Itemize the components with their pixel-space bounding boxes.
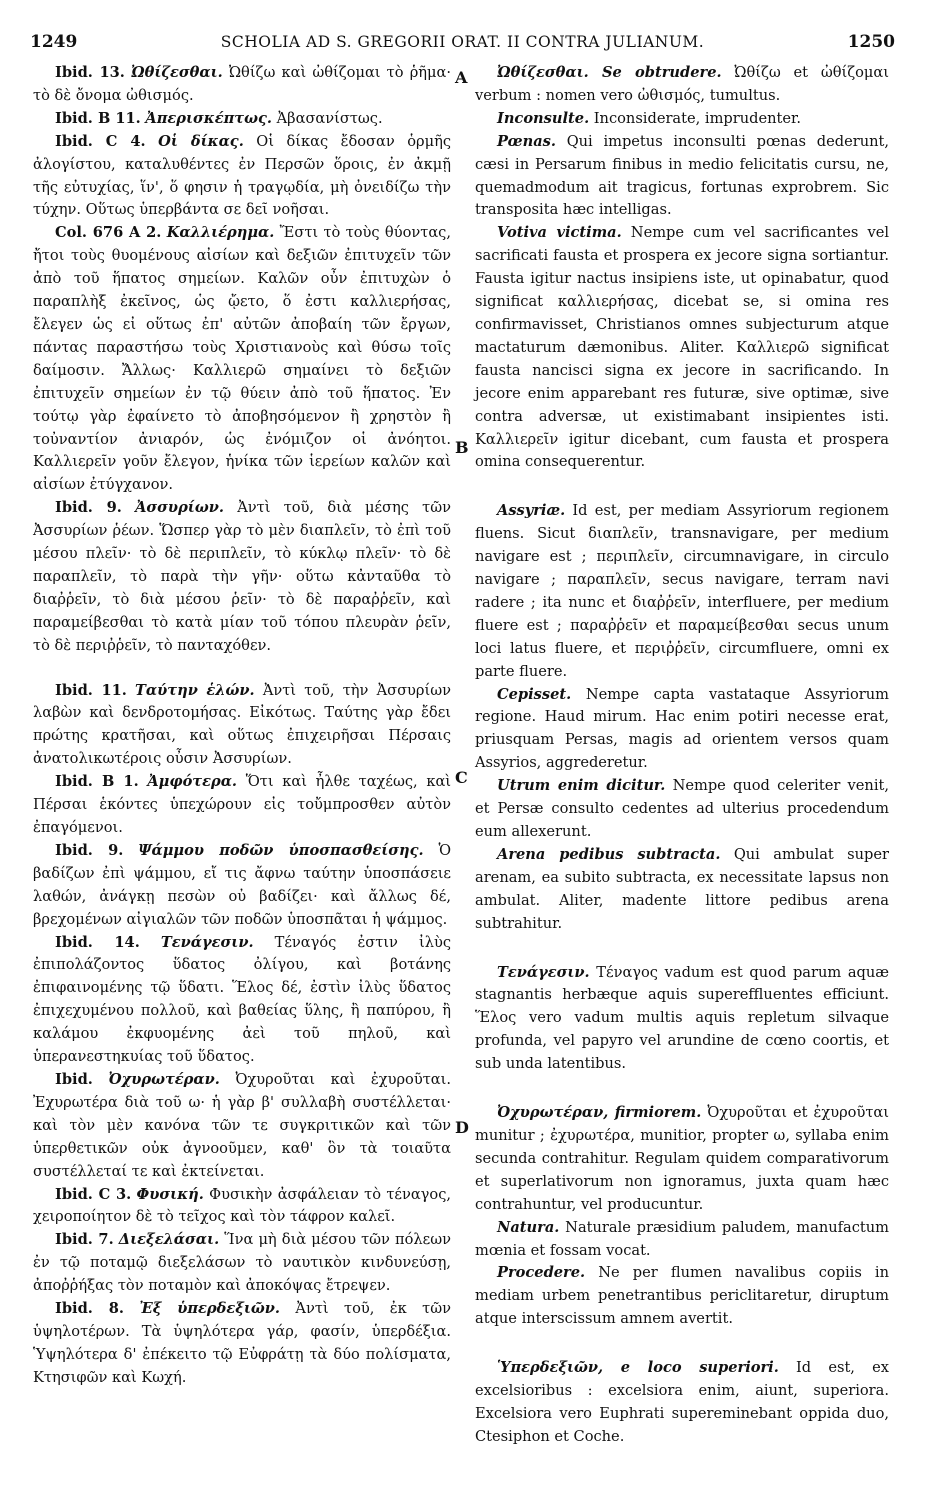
scholion-entry: Ibid. 13. Ὠθίζεσθαι. Ὠθίζω καὶ ὠθίζομαι τὸ ῥῆμα· τὸ δὲ ὄνομα ὠθισμός.: [33, 64, 451, 104]
translation-entry: Procedere. Ne per flumen navalibus copiis in mediam urbem penetrantibus periclitaretur, diruptum atque interscissum amnem avertit.: [475, 1264, 889, 1328]
translation-entry: Utrum enim dicitur. Nempe quod celeriter venit, et Persæ consulto cedentes ad ulterius procedendum eum allexerunt.: [475, 777, 889, 840]
page-number-left: 1249: [30, 32, 78, 52]
scholion-entry: Ibid. 9. Ψάμμου ποδῶν ὑποσπασθείσης. Ὁ βαδίζων ἐπὶ ψάμμου, εἴ τις ἄφνω ταύτην ὑποσπάσειε λαθών, ἀνάγκῃ πεσὼν οὐ βαδίζει· καὶ ἄλλως δέ, βρεχομένων αἰγιαλῶν τῶν ποδῶν ὑποσπᾶται ἡ ψάμμος.: [33, 841, 452, 928]
margin-letter-a: A: [455, 68, 468, 87]
translation-entry: Natura. Naturale præsidium paludem, manufactum mœnia et fossam vocat.: [475, 1218, 889, 1259]
scholion-entry: Ibid. Ὀχυρωτέραν. Ὀχυροῦται καὶ ἐχυροῦται. Ἐχυρωτέρα διὰ τοῦ ω· ἡ γὰρ β' συλλαβὴ συστέλλεται· καὶ τὸν μὲν κανόνα τῶν τε συγκριτικῶν καὶ τῶν ὑπερθετικῶν οὐκ ἀγνοοῦμεν, καθ' ὃν τὰ τοιαῦτα συστέλλεταί τε καὶ ἐκτείνεται.: [33, 1070, 452, 1180]
margin-letter-d: D: [455, 1118, 469, 1137]
margin-letter-b: B: [455, 438, 469, 457]
translation-entry: Cepisset. Nempe capta vastataque Assyriorum regione. Haud mirum. Hac enim potiri necesse erat, priusquam Persas, magis ad orientem versos quam Assyrios, aggrederetur.: [475, 685, 889, 772]
margin-letter-c: C: [455, 768, 468, 787]
scholion-entry: Ibid. 8. Ἐξ ὑπερδεξιῶν. Ἀντὶ τοῦ, ἐκ τῶν ὑψηλοτέρων. Τὰ ὑψηλότερα γάρ, φασίν, ὑπερδέξια. Ὑψηλότερα δ' ἐπέκειτο τῷ Εὐφράτῃ τὰ δύο πολίσματα, Κτησιφῶν καὶ Κωχή.: [33, 1300, 451, 1386]
translation-entry: Pœnas. Qui impetus inconsulti pœnas dederunt, cæsi in Persarum finibus in medio felicitatis cursu, ne, quemadmodum ait tragicus, fortunas exprobrem. Sic transposita hæc intelligas.: [475, 132, 889, 219]
scholion-entry: Ibid. 14. Τενάγεσιν. Τέναγός ἐστιν ἰλὺς ἐπιπολάζοντος ὕδατος ὀλίγου, καὶ βοτάνης ἐπιφαινομένης τῷ ὕδατι. Ἕλος δέ, ἐστὶν ἰλὺς ὕδατος ἐπιχεχυμένου πολλοῦ, καὶ βαθείας ὕλης, ἢ παπύρου, ἢ καλάμου ἐκφυομένης ἀεὶ τοῦ πηλοῦ, καὶ ὑπερανεστηκυίας τοῦ ὕδατος.: [33, 933, 452, 1066]
scholion-entry: Ibid. C 4. Οἱ δίκας. Οἱ δίκας ἔδοσαν ὁρμῆς ἀλογίστου, καταλυθέντες ἐν Περσῶν ὅροις, ἐν ἀκμῇ τῆς εὐτυχίας, ἵν', ὅ φησιν ἡ τραγῳδία, μὴ ὀνειδίζω τὴν τύχην. Οὕτως ὑπερβάντα σε δεῖ νοῆσαι.: [33, 132, 452, 219]
scholion-entry: Ibid. 11. Ταύτην ἑλών. Ἀντὶ τοῦ, τὴν Ἀσσυρίων λαβὼν καὶ δενδροτομήσας. Εἰκότως. Ταύτης γὰρ ἔδει πρώτης κρατῆσαι, καὶ οὕτως ἐπιχειρῆσαι Πέρσαις ἀνατολικωτέροις οὖσιν Ἀσσυρίων.: [33, 681, 451, 768]
translation-entry: Ὑπερδεξιῶν, e loco superiori. Id est, ex excelsioribus : excelsiora enim, aiunt, superiora. Excelsiora vero Euphrati supereminebant oppida duo, Ctesiphon et Coche.: [475, 1359, 890, 1445]
scholion-entry: Col. 676 A 2. Καλλιέρημα. Ἔστι τὸ τοὺς θύοντας, ἤτοι τοὺς θυομένους αἰσίων καὶ δεξιῶν ἐπιτυχεῖν τῶν ἀπὸ τοῦ ἥπατος σημείων. Καλῶν οὖν ἐπιτυχὼν ὁ παραπλὴξ ἐκεῖνος, ὡς ᾤετο, ὅ ἐστι καλλιερήσας, ἔλεγεν ὡς εἰ οὕτως ἐπ' αὐτῶν ἀποβαίη τῶν ἔργων, πάντας παραστήσω τοὺς Χριστιανοὺς καὶ θύσω τοῖς δαίμοσιν. Ἄλλως· Καλλιερῶ σημαίνει τὸ δεξιῶν ἐπιτυχεῖν σημείων ἐν τῷ θύειν ἀπὸ τοῦ ἥπατος. Ἐν τούτῳ γὰρ ἐφαίνετο τὸ ἀποβησόμενον ἢ χρηστὸν ἢ τοὐναντίον ἀνιαρόν, ὡς ἐνόμιζον οἱ ἀνόητοι. Καλλιερεῖν γοῦν ἔλεγον, ἡνίκα τῶν ἱερείων καλῶν καὶ αἰσίων ἐτύγχανον.: [33, 224, 451, 494]
scholion-entry: Ibid. 9. Ἀσσυρίων. Ἀντὶ τοῦ, διὰ μέσης τῶν Ἀσσυρίων ῥέων. Ὥσπερ γὰρ τὸ μὲν διαπλεῖν, τὸ ἐπὶ τοῦ μέσου πλεῖν· τὸ δὲ περιπλεῖν, τὸ κύκλῳ πλεῖν· τὸ δὲ παραπλεῖν, τὸ παρὰ τὴν γῆν· οὕτω κἀνταῦθα τὸ διαῤῥεῖν, τὸ διὰ μέσου ῥεῖν· τὸ δὲ παραῤῥεῖν, καὶ παραμείβεσθαι τὸ κατὰ μίαν τοῦ τόπου πλευρὰν ῥεῖν, τὸ δὲ περιῤῥεῖν, τὸ πανταχόθεν.: [33, 499, 452, 654]
translation-entry: Ὀχυρωτέραν, firmiorem. Ὀχυροῦται et ἐχυροῦται munitur ; ἐχυρωτέρα, munitior, propter ω, syllaba enim secunda contrahitur. Regulam quidem comparativorum et superlativorum non ignoramus, juxta quam hæc contrahuntur, vel producuntur.: [475, 1104, 889, 1213]
translation-entry: Τενάγεσιν. Τέναγος vadum est quod parum aquæ stagnantis herbæque aquis supereffluentes efficiunt. Ἕλος vero vadum multis aquis repletum silvaque profunda, vel papyro vel arundine de cœno coortis, et sub unda latentibus.: [475, 963, 890, 1073]
scholion-entry: Ibid. B 1. Ἀμφότερα. Ὅτι καὶ ἦλθε ταχέως, καὶ Πέρσαι ἑκόντες ὑπεχώρουν εἰς τοὔμπροσθεν αὐτὸν ἐπαγόμενοι.: [33, 773, 452, 836]
translation-entry: Assyriæ. Id est, per mediam Assyriorum regionem fluens. Sicut διαπλεῖν, transnavigare, per medium navigare est ; περιπλεῖν, circumnavigare, in circulo navigare ; παραπλεῖν, secus navigare, terram navi radere ; ita nunc et διαῤῥεῖν, interfluere, per medium fluere est ; παραῤῥεῖν et παραμείβεσθαι secus unum loci latus fluere, et περιῤῥεῖν, circumfluere, omni ex parte fluere.: [475, 502, 889, 680]
scholion-entry: Ibid. C 3. Φυσική. Φυσικὴν ἀσφάλειαν τὸ τέναγος, χειροποίητον δὲ τὸ τεῖχος καὶ τὸν τάφρον καλεῖ.: [33, 1185, 452, 1226]
translation-entry: Inconsulte. Inconsiderate, imprudenter.: [497, 109, 802, 127]
page-number-right: 1250: [847, 32, 895, 52]
running-title: SCHOLIA AD S. GREGORII ORAT. II CONTRA JULIANUM.: [220, 33, 705, 51]
translation-entry: Ὠθίζεσθαι. Se obtrudere. Ὠθίζω et ὠθίζομαι verbum : nomen vero ὠθισμός, tumultus.: [475, 64, 889, 104]
scholion-entry: Ibid. 7. Διεξελάσαι. Ἵνα μὴ διὰ μέσου τῶν πόλεων ἐν τῷ ποταμῷ διεξελάσων τὸ ναυτικὸν κινδυνεύσῃ, ἀποῤῥήξας τὸν ποταμὸν καὶ ἀποκόψας ἔτρεψεν.: [33, 1231, 451, 1295]
scholion-entry: Ibid. B 11. Ἀπερισκέπτως. Ἀβασανίστως.: [55, 109, 383, 127]
translation-entry: Arena pedibus subtracta. Qui ambulat super arenam, ea subito subtracta, ex necessitate lapsus non ambulat. Aliter, madente littore pedibus arena subtrahitur.: [475, 845, 890, 932]
page-header: [30, 32, 895, 56]
translation-entry: Votiva victima. Nempe cum vel sacrificantes vel sacrificati fausta et prospera ex jecore signa sortiantur. Fausta igitur nactus insipiens iste, ut opinabatur, quod significat καλλιερήσας, dicebat se, si omina res confirmavisset, Christianos omnes subjecturum atque mactaturum dæmonibus. Aliter. Καλλιερῶ significat fausta nancisci signa ex jecore in sacrificando. In jecore enim apparebant res futuræ, sive optimæ, sive contra adversæ, ut existimabant insipientes isti. Καλλιερεῖν igitur dicebant, cum fausta et prospera omina consequerentur.: [475, 224, 889, 471]
latin-column: [475, 62, 889, 1449]
greek-column: [33, 62, 451, 1390]
